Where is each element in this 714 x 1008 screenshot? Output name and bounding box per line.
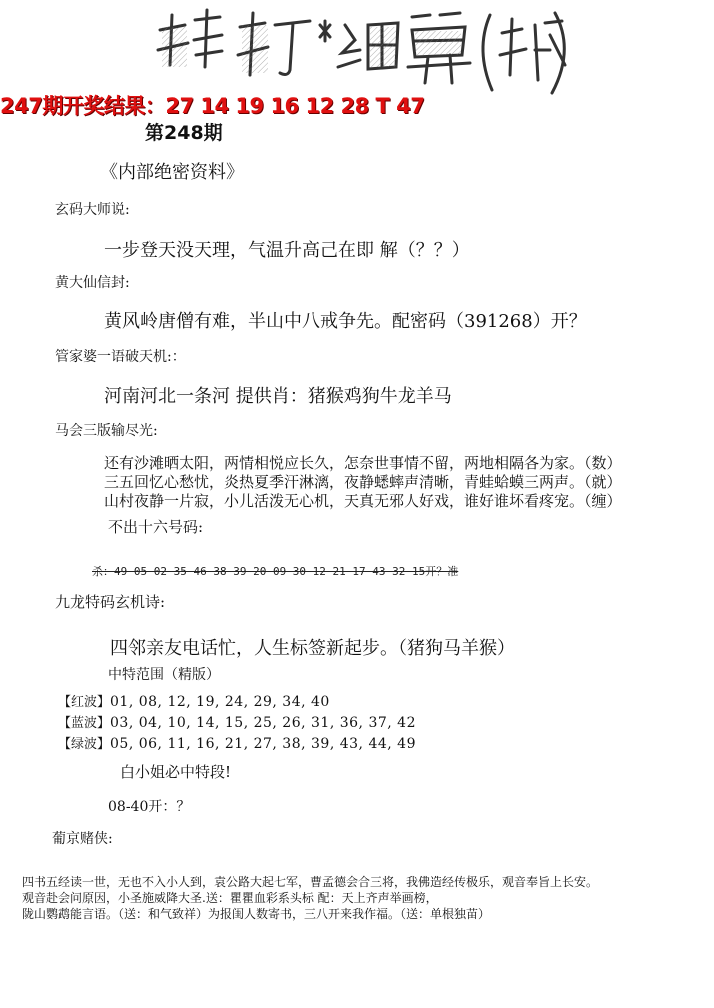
wave-label: 【红波】	[58, 695, 111, 710]
wave-label: 【蓝波】	[58, 716, 111, 731]
section-text-guanjiapo: 河南河北一条河 提供肖：猪猴鸡狗牛龙羊马	[104, 386, 452, 407]
wave-label: 【绿波】	[58, 737, 111, 752]
title-logo	[150, 5, 570, 100]
wave-row-blue	[58, 712, 416, 731]
result-banner: 247期开奖结果：27 14 19 16 12 28 T 47	[0, 94, 425, 118]
range-label: 中特范围（精版）	[108, 667, 220, 683]
issue-number: 第248期	[145, 122, 223, 144]
poem-line: 三五回忆心愁忧，炎热夏季汗淋漓，夜静蟋蟀声清晰，青蛙蛤蟆三两声。（就）	[104, 473, 622, 491]
section-label-jiulong: 九龙特码玄机诗:	[55, 593, 166, 611]
section-label-mahui: 马会三版输尽光:	[55, 423, 158, 439]
wave-numbers: 03, 04, 10, 14, 15, 25, 26, 31, 36, 37, 42	[110, 715, 416, 731]
white-lady-text: 白小姐必中特段!	[120, 763, 232, 781]
open-range-text: 08-40开：？	[108, 799, 191, 815]
poem-line: 山村夜静一片寂，小儿活泼无心机，天真无邪人好戏，谁好谁坏看疼宠。（缠）	[104, 492, 622, 510]
section-label-guanjiapo: 管家婆一语破天机:：	[55, 349, 186, 365]
section-text-jiulong: 四邻亲友电话忙，人生标签新起步。（猪狗马羊猴）	[110, 638, 515, 659]
section-label-xuanma: 玄码大师说:	[55, 202, 130, 218]
kill-numbers: 杀：49 05 02 35 46 38 39 20 09 30 12 21 17 43 32 15开？准	[92, 565, 459, 578]
wave-numbers: 05, 06, 11, 16, 21, 27, 38, 39, 43, 44, 49	[110, 736, 416, 752]
poem-line: 还有沙滩晒太阳，两情相悦应长久，怎奈世事情不留，两地相隔各为家。（数）	[104, 454, 622, 472]
section-label-pujing: 葡京赌侠:	[52, 831, 113, 847]
section-text-huangdaxian: 黄风岭唐僧有难，半山中八戒争先。配密码（391268）开？	[104, 311, 587, 332]
doc-title: 《内部绝密资料》	[100, 162, 244, 183]
section-text-xuanma: 一步登天没天理，气温升高己在即 解（？？）	[104, 240, 470, 261]
footer-line: 观音赴会问原因，小圣施威降大圣.送：瞿瞿血彩系头标 配：天上齐声举画榜，	[22, 891, 438, 905]
wave-numbers: 01, 08, 12, 19, 24, 29, 34, 40	[110, 694, 330, 710]
footer-line: 四书五经读一世，无也不入小人到，袁公路大起七军，曹孟德会合三将，我佛造经传极乐，观音奉旨上长安。	[22, 875, 599, 889]
wave-row-red	[58, 691, 330, 710]
not-16-label: 不出十六号码:	[108, 518, 204, 536]
footer-line: 陇山鹦鹉能言语。（送：和气致祥）为报闺人数寄书，三八开来我作福。（送：单根独苗）	[22, 907, 491, 921]
section-label-huangdaxian: 黄大仙信封:	[55, 275, 130, 291]
wave-row-green	[58, 733, 416, 752]
